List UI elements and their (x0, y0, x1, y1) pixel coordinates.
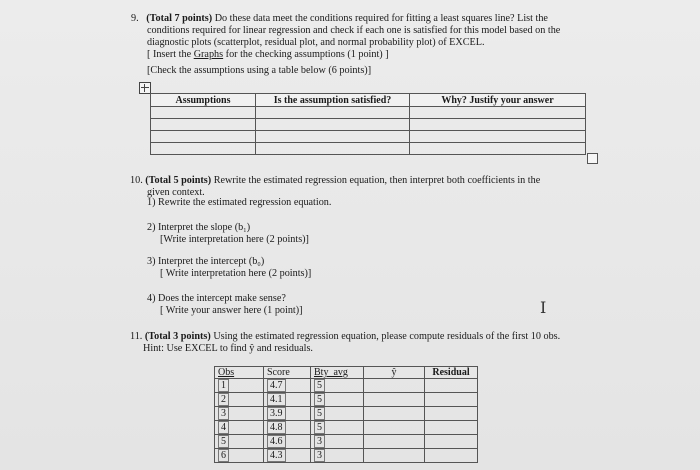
residuals-header-row (215, 367, 478, 379)
residuals-table[interactable] (214, 366, 478, 463)
q10-item4: 4) Does the intercept make sense? (147, 293, 286, 304)
q10-item1: 1) Rewrite the estimated regression equation. (147, 197, 332, 208)
bty-cell: 5 (311, 421, 364, 435)
table-cell[interactable] (256, 131, 410, 143)
residual-cell[interactable] (425, 407, 478, 421)
table-cell[interactable] (410, 107, 586, 119)
q10-item2-hint[interactable]: [Write interpretation here (2 points)] (160, 234, 309, 245)
bty-cell: 3 (311, 435, 364, 449)
bty-cell: 5 (311, 379, 364, 393)
score-cell: 4.1 (264, 393, 311, 407)
bty-cell: 5 (311, 393, 364, 407)
table-cell[interactable] (256, 119, 410, 131)
table-cell[interactable] (151, 119, 256, 131)
q10-line1 (130, 175, 540, 188)
q10-item3-hint[interactable]: [ Write interpretation here (2 points)] (160, 268, 312, 279)
score-cell: 4.7 (264, 379, 311, 393)
header-obs (215, 367, 264, 379)
table-cell[interactable] (151, 107, 256, 119)
table-cell[interactable] (410, 131, 586, 143)
score-cell: 4.8 (264, 421, 311, 435)
table-row[interactable] (151, 143, 586, 155)
bty-cell: 3 (311, 449, 364, 463)
residual-cell[interactable] (425, 393, 478, 407)
yhat-cell[interactable] (364, 393, 425, 407)
q10-line2: given context. (147, 187, 205, 198)
q9-points: (Total 7 points) (146, 13, 213, 24)
residual-cell[interactable] (425, 421, 478, 435)
q10-item4-hint[interactable]: [ Write your answer here (1 point)] (160, 305, 303, 316)
q11-hint: Hint: Use EXCEL to find ŷ and residuals. (143, 343, 313, 354)
table-row[interactable] (215, 435, 478, 449)
yhat-cell[interactable] (364, 407, 425, 421)
table-cell[interactable] (256, 143, 410, 155)
score-cell: 4.6 (264, 435, 311, 449)
residual-cell[interactable] (425, 435, 478, 449)
header-satisfied: Is the assumption satisfied? (256, 94, 410, 107)
header-justify: Why? Justify your answer (410, 94, 586, 107)
q11-text-1: Using the estimated regression equation, please compute residuals of the first 10 obs. (210, 331, 561, 342)
table-cell[interactable] (151, 143, 256, 155)
q10-item3: 3) Interpret the intercept (b₀) (147, 256, 265, 267)
table-cell[interactable] (151, 131, 256, 143)
table-row[interactable] (151, 119, 586, 131)
table-row[interactable] (215, 449, 478, 463)
q9-insert-pre: [ Insert the (147, 49, 194, 60)
table-cell[interactable] (256, 107, 410, 119)
q9-line1 (131, 13, 548, 26)
yhat-cell[interactable] (364, 379, 425, 393)
table-cell[interactable] (410, 119, 586, 131)
obs-cell: 5 (215, 435, 264, 449)
header-bty-label: Bty_avg (314, 367, 348, 378)
obs-cell: 6 (215, 449, 264, 463)
yhat-cell[interactable] (364, 449, 425, 463)
q9-insert-instruction (147, 49, 389, 62)
obs-cell: 1 (215, 379, 264, 393)
yhat-cell[interactable] (364, 435, 425, 449)
q10-points: (Total 5 points) (145, 175, 212, 186)
score-cell: 4.3 (264, 449, 311, 463)
q9-text-1: Do these data meet the conditions required for fitting a least squares line? List the (212, 13, 548, 24)
q9-line2: conditions required for linear regression and check if each one is satisfied for this model based on the (147, 25, 561, 36)
q10-text-1: Rewrite the estimated regression equation, then interpret both coefficients in the (211, 175, 541, 186)
graphs-link[interactable]: Graphs (193, 49, 224, 60)
obs-cell: 3 (215, 407, 264, 421)
yhat-cell[interactable] (364, 421, 425, 435)
table-row[interactable] (151, 107, 586, 119)
q9-line3: diagnostic plots (scatterplot, residual plot, and normal probability plot) of EXCEL. (147, 37, 485, 48)
q9-check-instruction: [Check the assumptions using a table below (6 points)] (147, 65, 372, 76)
assumptions-table[interactable] (150, 93, 586, 155)
q10-item2: 2) Interpret the slope (b₁) (147, 222, 251, 233)
q11-line1 (130, 331, 560, 344)
score-cell: 3.9 (264, 407, 311, 421)
q11-points: (Total 3 points) (144, 331, 211, 342)
header-residual: Residual (425, 367, 478, 379)
bty-cell: 5 (311, 407, 364, 421)
assumptions-header-row (151, 94, 586, 107)
table-row[interactable] (215, 407, 478, 421)
table-row[interactable] (151, 131, 586, 143)
residual-cell[interactable] (425, 449, 478, 463)
header-score: Score (264, 367, 311, 379)
table-row[interactable] (215, 379, 478, 393)
q10-number: 10. (130, 175, 143, 186)
obs-cell: 4 (215, 421, 264, 435)
header-bty (311, 367, 364, 379)
header-assumptions: Assumptions (151, 94, 256, 107)
obs-cell: 2 (215, 393, 264, 407)
header-yhat: ŷ (364, 367, 425, 379)
q9-number: 9. (131, 13, 139, 24)
header-obs-label: Obs (218, 367, 235, 378)
q9-insert-post: for the checking assumptions (1 point) ] (223, 49, 389, 60)
table-cell[interactable] (410, 143, 586, 155)
residual-cell[interactable] (425, 379, 478, 393)
table-resize-handle[interactable] (587, 153, 598, 164)
text-cursor-icon: I (540, 298, 547, 317)
q11-number: 11. (130, 331, 143, 342)
table-row[interactable] (215, 393, 478, 407)
table-row[interactable] (215, 421, 478, 435)
